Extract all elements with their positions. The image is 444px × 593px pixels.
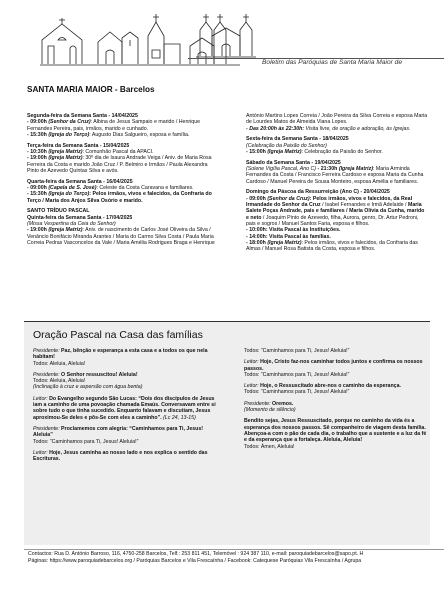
prayer-item: Leitor: Hoje, Jesus caminha ao nosso lado e nos explica o sentido das Escrituras. (33, 449, 208, 463)
thursday-heading: Quinta-feira da Semana Santa - 17/04/2025 (27, 214, 133, 221)
prayer-left-column (33, 348, 223, 467)
prayer-item: Presidente: Proclamemos com alegria: “Caminhamos para Ti, Jesus! Aleluia” Todos: “Caminhamos para Ti, Jesus! Aleluia!” (33, 425, 204, 445)
prayer-item: Presidente: Paz, bênção e esperança a esta casa e a todos os que nela habitam! Todos: Aleluia, Aleluia! (33, 348, 208, 367)
sunday-block: Domingo da Páscoa da Ressurreição (Ano C) - 20/04/2025 - 09:00h (Senhor da Cruz): Pelos irmãos, vivos e falecidos, da Real Irmandade do Senhor da Cruz / Isabel Fernandes e Irmã Adelaide / Maria Salete Poças Andrade, pais e familiares / Maria Olívia da Cunha, marido e neto / Joaquim Pinto de Azevedo, filha, Aurora, genro, Dr. Artur Pedroni, pais e sogros / Manuel Santos Faria, esposa e filhos. - 10:00h: Visita Pascal às Instituições. - 14:00h: Visita Pascal às famílias. - 18:00h (Igreja Matriz): Pelos irmãos, vivos e falecidos, da Confraria das Almas / Manuel Rosa Batista da Costa, esposa e filhos. (246, 189, 425, 253)
wednesday-block: Quarta-feira da Semana Santa - 16/04/2025 - 09:00h (Capela de S. José): Celeste da Costa Caravana e familiares. - 15:30h (Igreja do Terço): Pelos irmãos, vivos e falecidos, da Confraria do Terço / Maria dos Anjos Silva Osório e marido. (27, 178, 212, 204)
prayer-item: Presidente: O Senhor ressuscitou! Aleluia! Todos: Aleluia, Aleluia! (Inclinação à cruz e aspersão com água benta) (33, 371, 143, 391)
section-title: SANTA MARIA MAIOR - Barcelos (27, 85, 155, 94)
thursday-block: SANTO TRÍDUO PASCAL Quinta-feira da Semana Santa - 17/04/2025 (Missa Vespertina da Ceia do Senhor) - 19:00h (Igreja Matriz): Aniv. de nascimento de Carlos José Oliveira da Silva / Venâncio Bonifácio Miranda Arantes / Maria do Carmo Silva Costa / Paula Maria Correia Pedras Vasconcelos da Vale / Maria Amélia Rodrigues Braga e Henrique (27, 208, 215, 246)
prayer-title: Oração Pascal na Casa das famílias (33, 329, 203, 341)
monday-block: Segunda-feira da Semana Santa - 14/04/2025 - 09:00h (Senhor da Cruz): Albina de Jesus Sampaio e marido / Henrique Fernandes Pereira, pais, irmãos, marido e cunhado. - 15:30h (Igreja do Terço): Augusto Dias Salgueiro, esposa e família. (27, 113, 201, 138)
friday-heading: Sexta-feira da Semana Santa - 18/04/2025 (246, 136, 349, 143)
bulletin-title: Boletim das Paróquias de Santa Maria Maior de (262, 59, 403, 66)
saturday-heading: Sábado da Semana Santa - 19/04/2025 (246, 159, 341, 166)
wednesday-heading: Quarta-feira da Semana Santa - 16/04/2025 (27, 178, 133, 185)
prayer-item: Leitor: Hoje, o Ressuscitado abre-nos o caminho da esperança. Todos: “Caminhamos para Ti, Jesus! Aleluia!” (244, 383, 401, 396)
right-column (246, 113, 428, 257)
prayer-item: Presidente: Oremos. (Momento de silêncio) (244, 400, 296, 414)
church-drawing-right (196, 8, 256, 58)
triduo-heading: SANTO TRÍDUO PASCAL (27, 208, 90, 215)
footer (28, 551, 444, 565)
tuesday-heading: Terça-feira da Semana Santa - 15/04/2025 (27, 142, 130, 149)
prayer-item: Leitor: Hoje, Cristo faz-nos caminhar todos juntos e confirma os nossos passos. Todos: “Caminhamos para Ti, Jesus! Aleluia!” (244, 359, 423, 378)
prayer-item: Bendito sejas, Jesus Ressuscitado, porque no caminho da vida és a esperança dos nossos passos. Sê companheiro de viagem desta família. Abençoa-a com o pão de cada dia, o trabalho que a sustente e a luz da fé e da esperança que a fortaleça. Aleluia, Aleluia! Todos: Ámen, Aleluia! (244, 418, 427, 450)
thursday-continued: António Martins Lopes Correia / João Pereira da Silva Correia e esposa Maria de Lourdes Matos de Almeida Viana Lopes. - Das 20:00h às 22:30h: Visita livre, de oração e adoração, às Igrejas. (246, 113, 428, 132)
left-column (27, 113, 219, 251)
monday-heading: Segunda-feira da Semana Santa - 14/04/2025 (27, 113, 138, 119)
footer-rule (24, 549, 444, 550)
saturday-block: Sábado da Semana Santa - 19/04/2025 (Solene Vigília Pascal, Ano C) - 21:30h (Igreja Matriz): Maria Arminda Fernandes da Costa / Francisco Ferreira Cardoso e esposa Maria da Cunha Cardoso / Manuel Pereira de Sousa Monteiro, esposa Amélia e familiares. (246, 159, 424, 185)
prayer-item: Leitor: Do Evangelho segundo São Lucas: “Dois dos discípulos de Jesus iam a caminho de uma povoação chamada Emaús. Conversavam entre si sobre tudo o que tinha sucedido. Enquanto falavam e discutiam, Jesus aproximou-Se deles e pôs-Se com eles a caminho”. (Lc 24, 13-15) (33, 395, 216, 421)
sunday-heading: Domingo da Páscoa da Ressurreição (Ano C) - 20/04/2025 (246, 189, 390, 196)
tuesday-block: Terça-feira da Semana Santa - 15/04/2025 - 10:30h (Igreja Matriz): Comunhão Pascal da APACI. - 19:00h (Igreja Matriz): 30º dia de Isaura Andrade Veiga / Aniv. de Maria Rosa Ferreira da Costa e marido João Cruz / P. Belmiro e Irmãos / Paula Alexandra Pinto de Azevedo Quintas Silva e avós. (27, 142, 212, 174)
footer-contacts: Contactos: Rua D. António Barroso, 116, 4750-258 Barcelos, Telf.: 253 811 451, Telemóvel : 924 387 110, e-mail: paroquiadebarcelos@sapo.pt. H (28, 551, 364, 557)
prayer-item: Todos: “Caminhamos para Ti, Jesus! Aleluia!” (244, 348, 350, 354)
footer-pages: Páginas: https://www.paroquiadebarcelos.org / Paróquias Barcelos e Vila Frescaínha / Facebook: Catequese Paróquias Vila Frescaínha / Agrupa (28, 557, 362, 564)
friday-block: Sexta-feira da Semana Santa - 18/04/2025 (Celebração da Paixão do Senhor) - 15:00h (Igreja Matriz): Celebração da Paixão do Senhor. (246, 136, 383, 155)
prayer-right-column (244, 348, 428, 455)
